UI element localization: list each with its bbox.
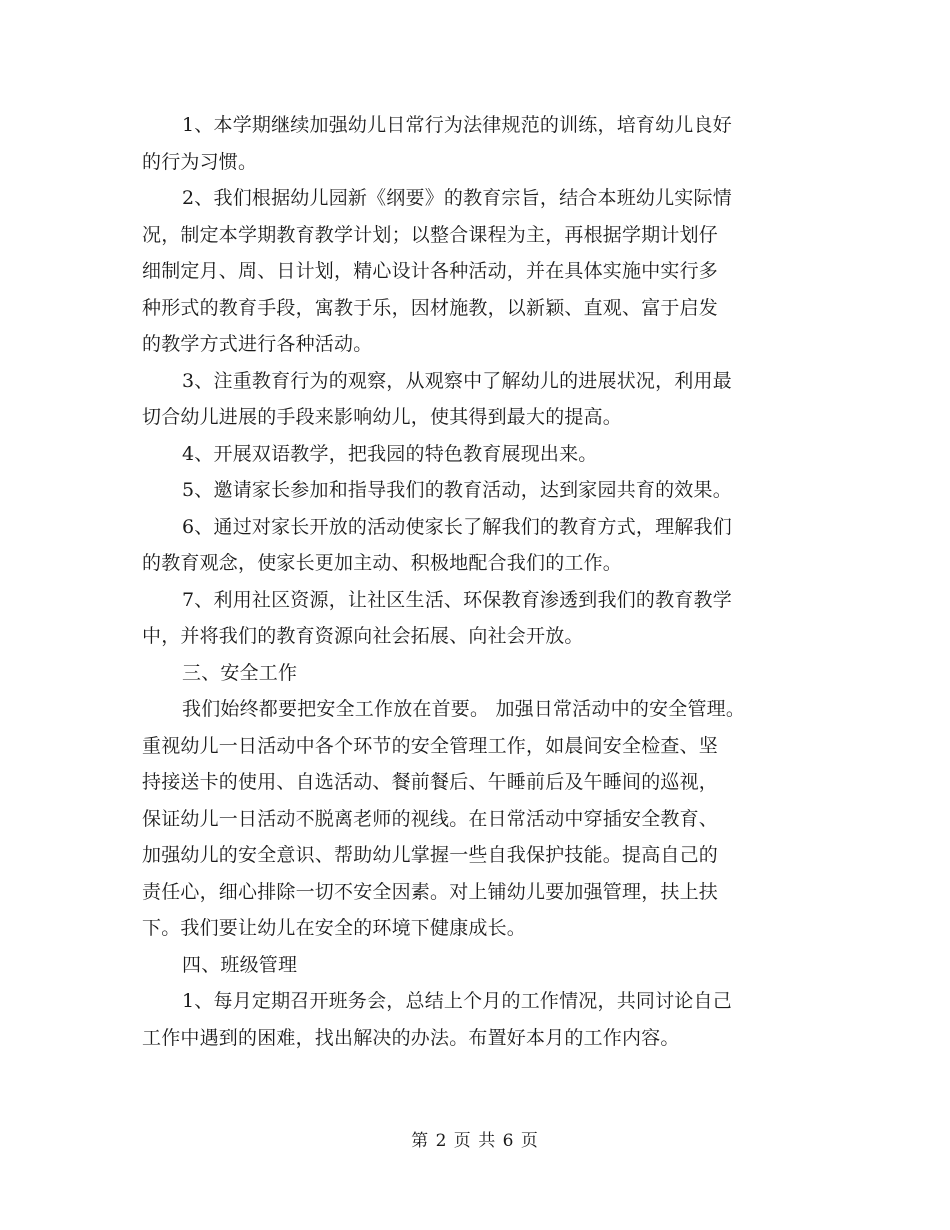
text-line: 的行为习惯。 [142, 150, 258, 173]
text-line: 我们始终都要把安全工作放在首要。 加强日常活动中的安全管理。 [182, 698, 746, 720]
text-line: 3、注重教育行为的观察，从观察中了解幼儿的进展状况，利用最 [182, 369, 732, 392]
text-line: 中，并将我们的教育资源向社会拓展、向社会开放。 [142, 625, 584, 647]
text-line: 切合幼儿进展的手段来影响幼儿，使其得到最大的提高。 [142, 406, 623, 428]
text-line: 下。我们要让幼儿在安全的环境下健康成长。 [142, 917, 527, 939]
text-line: 1、每月定期召开班务会，总结上个月的工作情况，共同讨论自己 [182, 990, 732, 1012]
text-line: 4、开展双语教学，把我园的特色教育展现出来。 [182, 442, 598, 465]
text-line: 1、本学期继续加强幼儿日常行为法律规范的训练，培育幼儿良好 [182, 114, 732, 136]
text-line: 细制定月、周、日计划，精心设计各种活动，并在具体实施中实行多 [142, 260, 719, 282]
document-body [142, 107, 812, 1056]
text-line: 重视幼儿一日活动中各个环节的安全管理工作，如晨间安全检查、坚 [142, 734, 719, 757]
text-line: 三、安全工作 [182, 661, 298, 684]
text-line: 7、利用社区资源，让社区生活、环保教育渗透到我们的教育教学 [182, 588, 732, 611]
page-number-footer: 第 2 页 共 6 页 [411, 1131, 539, 1151]
text-line: 责任心，细心排除一切不安全因素。对上铺幼儿要加强管理，扶上扶 [142, 880, 719, 903]
text-line: 加强幼儿的安全意识、帮助幼儿掌握一些自我保护技能。提高自己的 [142, 844, 719, 866]
text-line: 四、班级管理 [182, 953, 298, 976]
text-line: 保证幼儿一日活动不脱离老师的视线。在日常活动中穿插安全教育、 [142, 807, 719, 830]
text-line: 6、通过对家长开放的活动使家长了解我们的教育方式，理解我们 [182, 515, 732, 538]
text-line: 工作中遇到的困难，找出解决的办法。布置好本月的工作内容。 [142, 1026, 680, 1049]
text-line: 持接送卡的使用、自选活动、餐前餐后、午睡前后及午睡间的巡视， [142, 771, 719, 793]
text-line: 种形式的教育手段，寓教于乐，因材施教，以新颖、直观、富于启发 [142, 296, 719, 319]
text-line: 的教育观念，使家长更加主动、积极地配合我们的工作。 [142, 552, 623, 574]
text-line: 5、邀请家长参加和指导我们的教育活动，达到家园共育的效果。 [182, 479, 732, 501]
text-line: 2、我们根据幼儿园新《纲要》的教育宗旨，结合本班幼儿实际情 [182, 187, 732, 209]
text-line: 的教学方式进行各种活动。 [142, 333, 373, 355]
text-line: 况，制定本学期教育教学计划；以整合课程为主，再根据学期计划仔 [142, 223, 719, 246]
